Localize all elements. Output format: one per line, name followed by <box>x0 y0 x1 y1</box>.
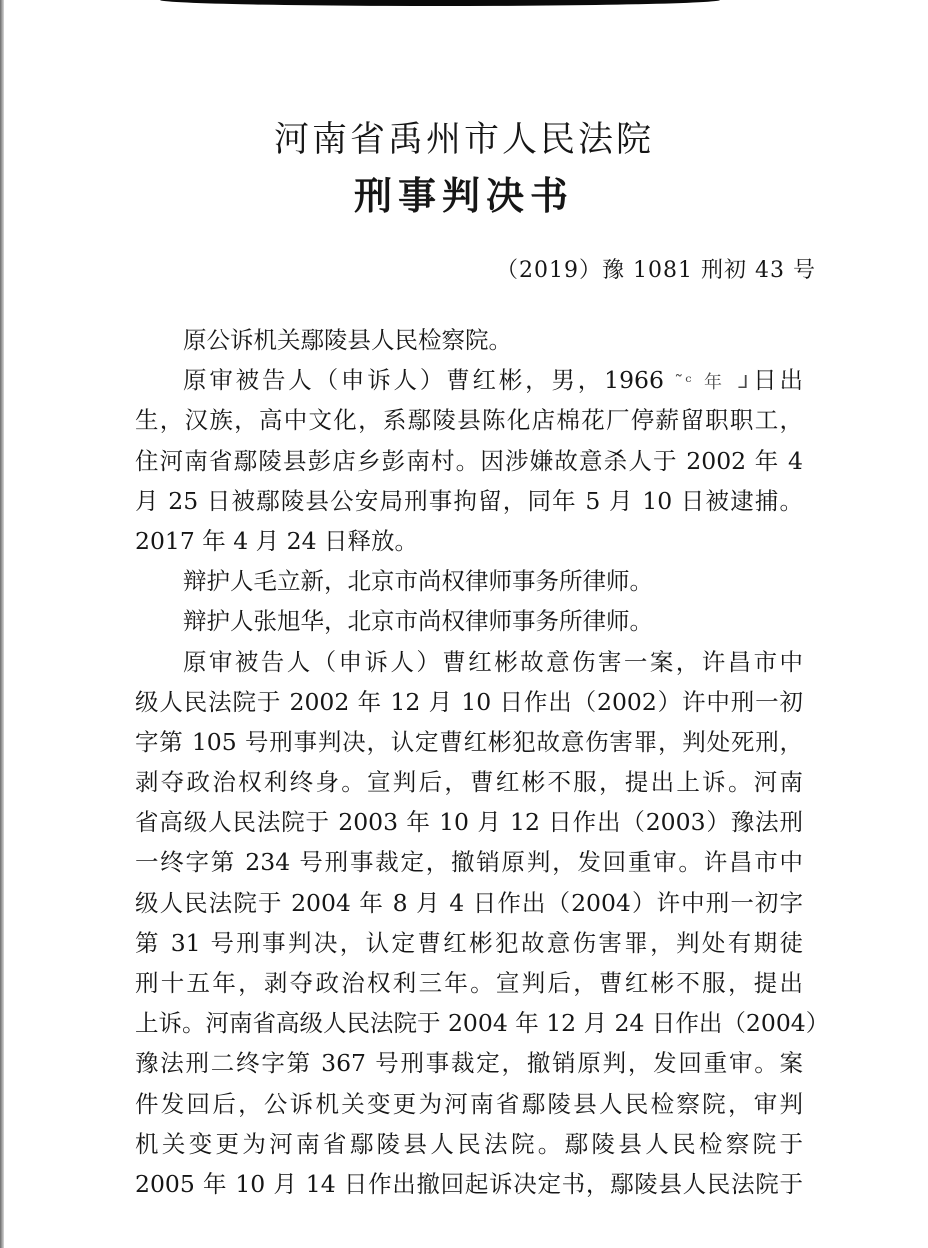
document-body <box>135 320 830 1204</box>
paragraph-case-history-line: 刑十五年，剥夺政治权利三年。宣判后，曹红彬不服，提出 <box>135 969 803 997</box>
paragraph-defendant-line: 生，汉族，高中文化，系鄢陵县陈化店棉花厂停薪留职职工， <box>135 406 803 435</box>
paragraph-case-history-line: 字第 105 号刑事判决，认定曹红彬犯故意伤害罪，判处死刑， <box>135 727 803 756</box>
defendant-intro: 原审被告人（申诉人）曹红彬，男，1966 <box>183 366 664 395</box>
paragraph-case-history-line: 2005 年 10 月 14 日作出撤回起诉决定书，鄢陵县人民法院于 <box>135 1169 803 1198</box>
paragraph-defendant-line: 住河南省鄢陵县彭店乡彭南村。因涉嫌故意杀人于 2002 年 4 <box>135 446 803 475</box>
paragraph-case-history-line: 第 31 号刑事判决，认定曹红彬犯故意伤害罪，判处有期徒 <box>135 928 803 957</box>
court-name: 河南省禹州市人民法院 <box>273 120 654 160</box>
paragraph-defendant-line: 2017 年 4 月 24 日释放。 <box>135 526 419 555</box>
paragraph-prosecutor: 原公诉机关鄢陵县人民检察院。 <box>183 326 512 354</box>
paragraph-case-history-line: 一终字第 234 号刑事裁定，撤销原判，发回重审。许昌市中 <box>135 848 803 877</box>
case-number: （2019）豫 1081 刑初 43 号 <box>496 258 816 283</box>
paragraph-case-history-line: 机关变更为河南省鄢陵县人民法院。鄢陵县人民检察院于 <box>135 1129 803 1158</box>
paragraph-case-history-line: 原审被告人（申诉人）曹红彬故意伤害一案，许昌市中 <box>183 647 803 676</box>
defendant-intro-end: 日出 <box>750 366 803 395</box>
paragraph-case-history-line: 省高级人民法院于 2003 年 10 月 12 日作出（2003）豫法刑 <box>135 808 803 837</box>
paragraph-defense-counsel-1: 辩护人毛立新，北京市尚权律师事务所律师。 <box>183 567 653 596</box>
paragraph-defendant-line: 月 25 日被鄢陵县公安局刑事拘留，同年 5 月 10 日被逮捕。 <box>135 486 803 515</box>
document-title: 刑事判决书 <box>353 173 574 218</box>
paragraph-case-history-line: 级人民法院于 2002 年 12 月 10 日作出（2002）许中刑一初 <box>135 687 803 716</box>
paragraph-case-history-line: 级人民法院于 2004 年 8 月 4 日作出（2004）许中刑一初字 <box>135 888 803 917</box>
paragraph-case-history-line: 件发回后，公诉机关变更为河南省鄢陵县人民检察院，审判 <box>135 1089 803 1118</box>
redacted-birthdate: ˜ᶜ 年 ᒧ <box>674 372 751 394</box>
paragraph-defense-counsel-2: 辩护人张旭华，北京市尚权律师事务所律师。 <box>183 607 653 636</box>
paragraph-defendant-line <box>135 360 803 400</box>
paragraph-case-history-line: 豫法刑二终字第 367 号刑事裁定，撤销原判，发回重审。案 <box>135 1049 803 1078</box>
paragraph-case-history-line: 上诉。河南省高级人民法院于 2004 年 12 月 24 日作出（2004） <box>135 1009 830 1038</box>
scan-top-shadow <box>160 0 720 6</box>
paragraph-case-history-line: 剥夺政治权利终身。宣判后，曹红彬不服，提出上诉。河南 <box>135 768 803 797</box>
